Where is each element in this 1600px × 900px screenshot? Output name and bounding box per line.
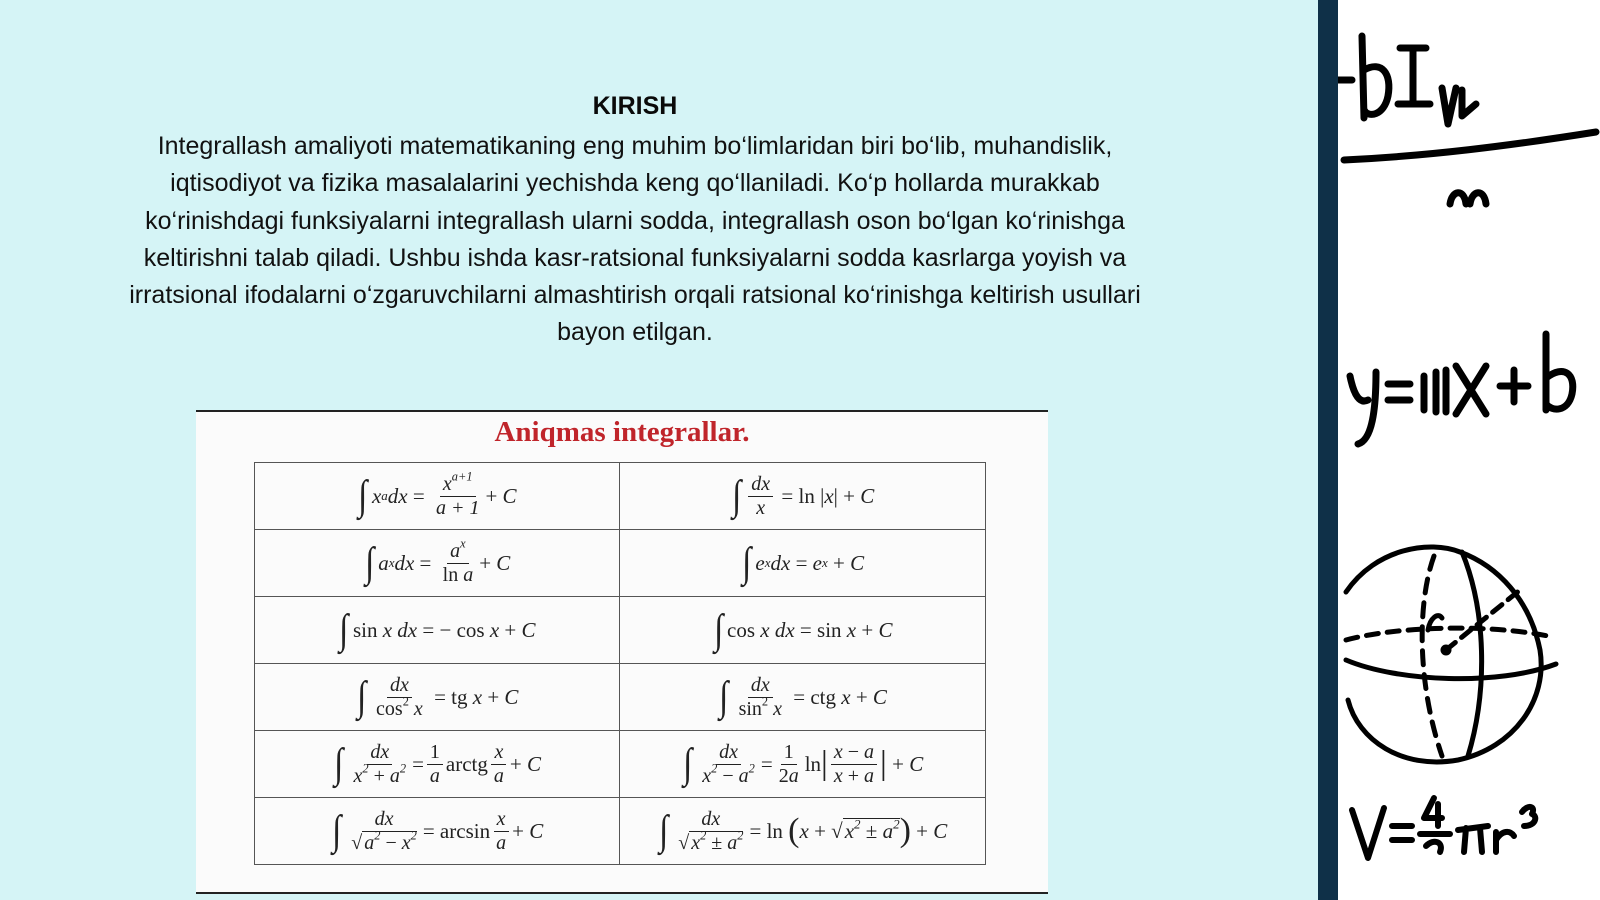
formula-exponential-e: ∫ e x dx = e x + C xyxy=(619,530,985,597)
formula-cotangent: ∫ $\frac{dx}{\sin^2 x}$ = ctg x + C xyxy=(619,664,985,731)
slide-paragraph: Integrallash amaliyoti matematikaning eng muhim bo‘limlaridan biri bo‘lib, muhandislik, iqtisodiyot va fizika masalalarini yechishda keng qo‘llaniladi. Ko‘p hollarda murakkab ko‘rinishdagi funksiyalarni integrallash ularni sodda, integrallash oson bo‘lgan ko‘rinishga keltirishni talab qiladi. Ushbu ishda kasr-ratsional funksiyalarni sodda kasrlarga yoyish va irratsional ifodalarni o‘zgaruvchilarni almashtirish orqali ratsional ko‘rinishga keltirish usullari bayon etilgan. xyxy=(129,132,1141,347)
handwritten-math-drawing xyxy=(1338,0,1600,900)
integral-table-image xyxy=(196,410,1048,894)
formula-log-root: ∫ $\frac{dx}{√ x^2 \pm a^2}$ = ln ( x + √ $x^2 \pm a^2$ ) + C xyxy=(619,798,985,865)
formula-cosine: ∫ cos x dx = sin x + C xyxy=(619,597,985,664)
handwritten-math-panel xyxy=(1338,0,1600,900)
formula-power: ∫ x a dx = $\frac{x^{a+1}}{a + 1}$ + C xyxy=(255,463,620,530)
formula-tangent: ∫ $\frac{dx}{\cos^2 x}$ = tg x + C xyxy=(255,664,620,731)
formula-exponential-a: ∫ a x dx = $\frac{a^x}{\text{ln a}}$ + C xyxy=(255,530,620,597)
integral-table-title: Aniqmas integrallar. xyxy=(494,416,750,448)
formula-reciprocal: ∫ $\frac{dx}{x}$ = ln | x | + C xyxy=(619,463,985,530)
divider-strip xyxy=(1318,0,1338,900)
formula-log-difference: ∫ $\frac{dx}{x^2 - a^2}$ = $\frac{1}{2a}$ ln | x − a x + a | + C xyxy=(619,731,985,798)
integral-formula-table xyxy=(254,462,986,865)
formula-arcsin: ∫ $\frac{dx}{√ a^2 - x^2}$ = arcsin x a + C xyxy=(255,798,620,865)
formula-sine: ∫ sin x dx = − cos x + C xyxy=(255,597,620,664)
slide-title: KIRISH xyxy=(592,92,678,120)
formula-arctg: ∫ $\frac{dx}{x^2 + a^2}$ = $\frac{1}{a}$ arctg x a + C xyxy=(255,731,620,798)
